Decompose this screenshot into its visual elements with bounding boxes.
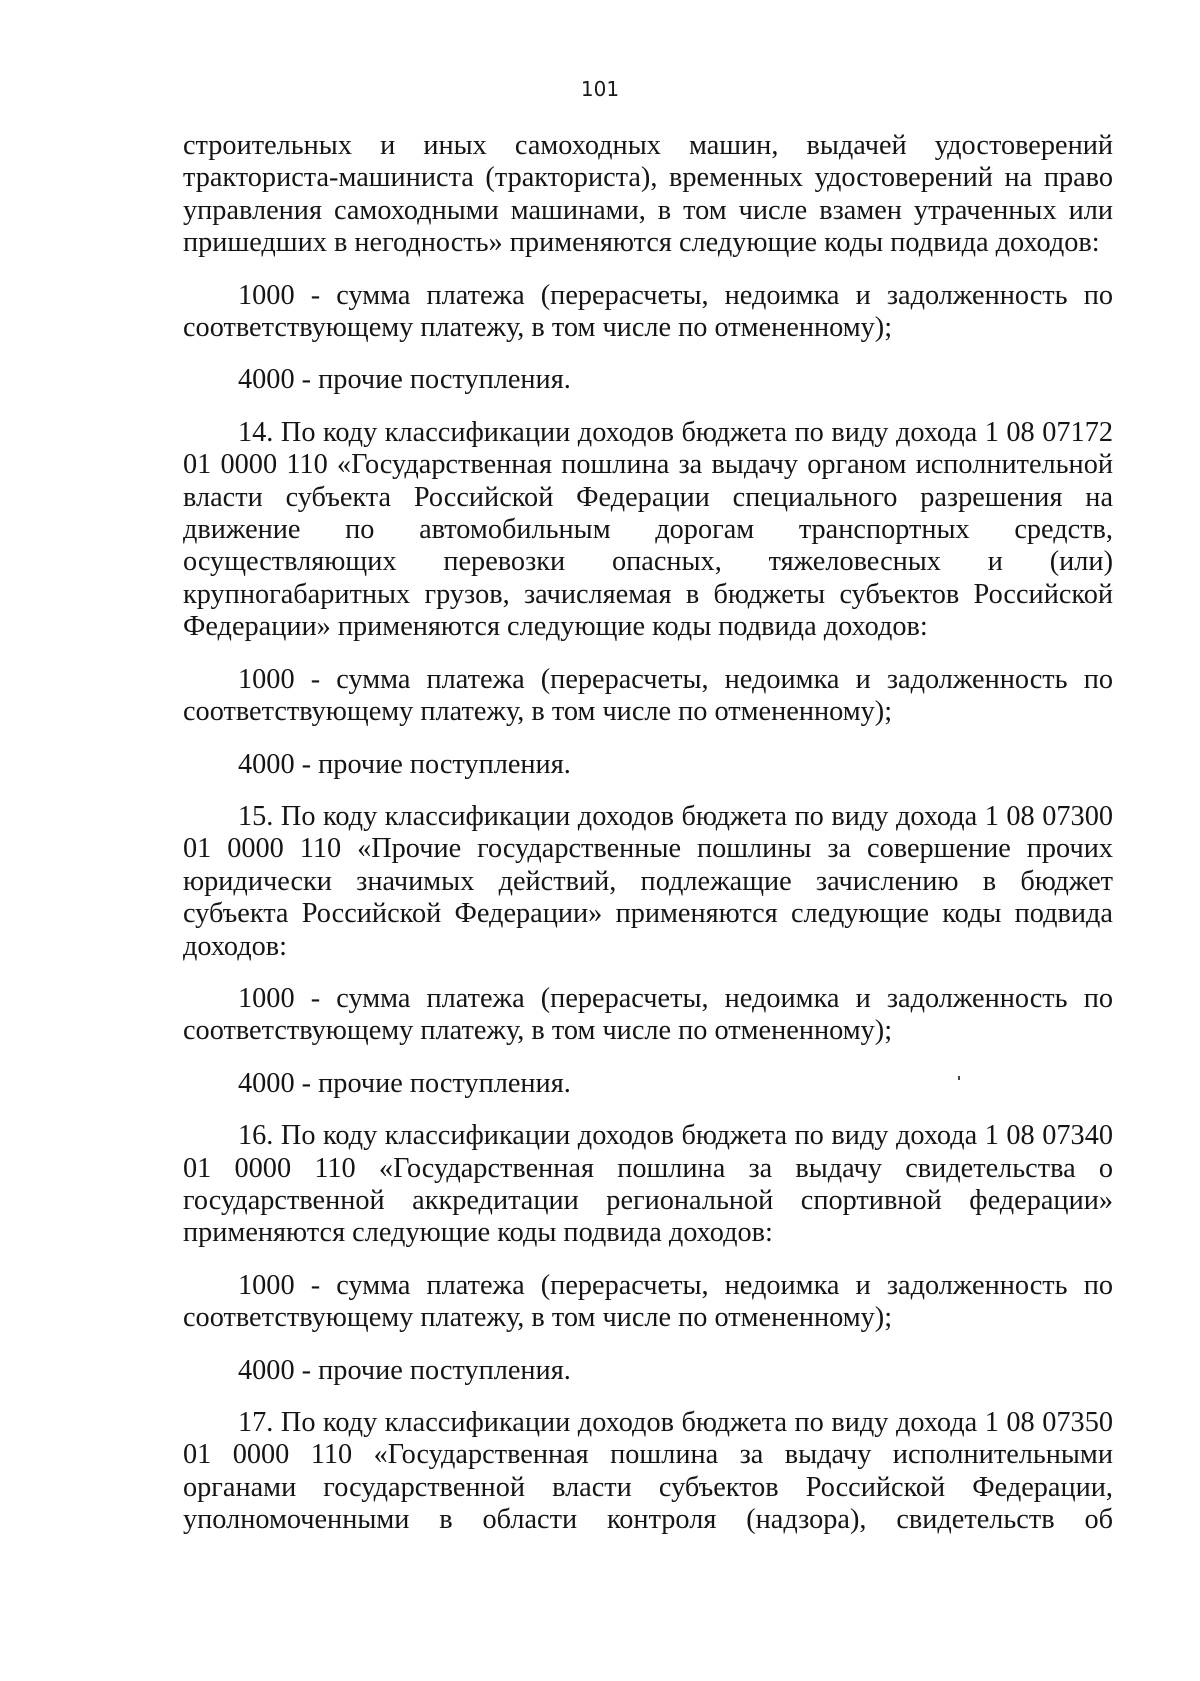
page-number: 101 — [580, 77, 620, 101]
paragraph-code-4000: 4000 - прочие поступления. — [238, 364, 571, 396]
paragraph-continuation: строительных и иных самоходных машин, выдачей удостоверений тракториста-машиниста (тракториста), временных удостоверений на право управления самоходными машинами, в том числе взамен утраченных или пришедших в негодность» применяются следующие коды подвида доходов: — [183, 130, 1113, 259]
paragraph-item-16: 16. По коду классификации доходов бюджета по виду дохода 1 08 07340 01 0000 110 «Государственная пошлина за выдачу свидетельства о государственной аккредитации региональной спортивной федерации» применяются следующие коды подвида доходов: — [183, 1120, 1113, 1249]
scan-speck — [958, 1076, 960, 1080]
paragraph-code-4000: 4000 - прочие поступления. — [238, 1354, 571, 1386]
paragraph-code-4000: 4000 - прочие поступления. — [238, 1067, 571, 1099]
paragraph-code-4000: 4000 - прочие поступления. — [238, 748, 571, 780]
paragraph-code-1000: 1000 - сумма платежа (перерасчеты, недоимка и задолженность по соответствующему платежу, в том числе по отмененному); — [183, 279, 1113, 344]
paragraph-item-17: 17. По коду классификации доходов бюджета по виду дохода 1 08 07350 01 0000 110 «Государственная пошлина за выдачу исполнительными органами государственной власти субъектов Российской Федерации, уполномоченными в области контроля (надзора), свидетельств об — [183, 1407, 1113, 1536]
paragraph-item-15: 15. По коду классификации доходов бюджета по виду дохода 1 08 07300 01 0000 110 «Прочие государственные пошлины за совершение прочих юридически значимых действий, подлежащие зачислению в бюджет субъекта Российской Федерации» применяются следующие коды подвида доходов: — [183, 800, 1113, 962]
paragraph-code-1000: 1000 - сумма платежа (перерасчеты, недоимка и задолженность по соответствующему платежу, в том числе по отмененному); — [183, 1269, 1113, 1334]
paragraph-code-1000: 1000 - сумма платежа (перерасчеты, недоимка и задолженность по соответствующему платежу, в том числе по отмененному); — [183, 982, 1113, 1047]
paragraph-code-1000: 1000 - сумма платежа (перерасчеты, недоимка и задолженность по соответствующему платежу, в том числе по отмененному); — [183, 663, 1113, 728]
document-body — [183, 130, 1113, 1557]
paragraph-item-14: 14. По коду классификации доходов бюджета по виду дохода 1 08 07172 01 0000 110 «Государственная пошлина за выдачу органом исполнительной власти субъекта Российской Федерации специального разрешения на движение по автомобильным дорогам транспортных средств, осуществляющих перевозки опасных, тяжеловесных и (или) крупногабаритных грузов, зачисляемая в бюджеты субъектов Российской Федерации» применяются следующие коды подвида доходов: — [183, 416, 1113, 643]
